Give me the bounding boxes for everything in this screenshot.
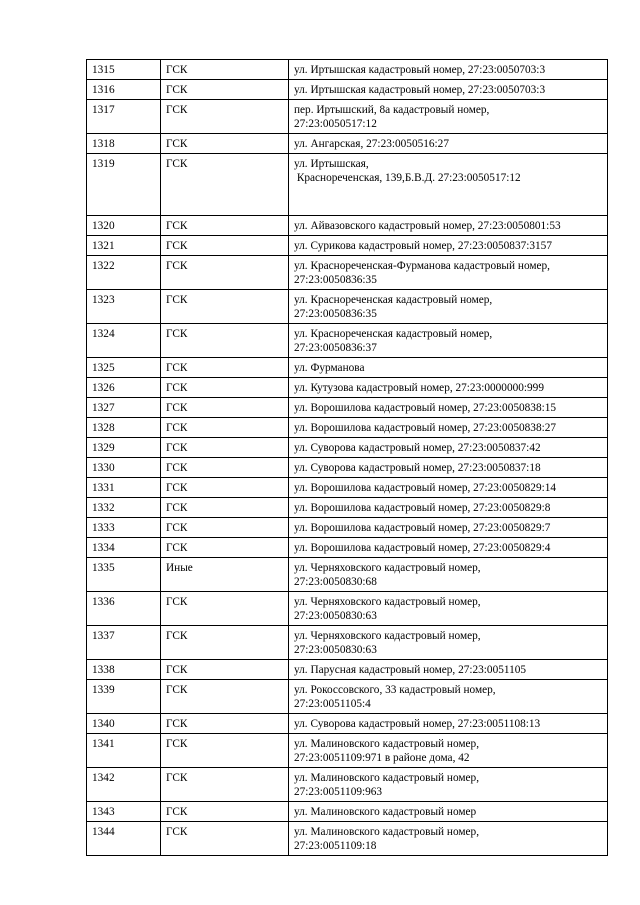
table-row xyxy=(87,290,608,324)
row-type-cell: ГСК xyxy=(161,418,289,438)
row-number-cell: 1337 xyxy=(87,626,161,660)
row-type-cell: ГСК xyxy=(161,734,289,768)
row-type-cell: ГСК xyxy=(161,714,289,734)
row-number-cell: 1336 xyxy=(87,592,161,626)
row-type-cell: ГСК xyxy=(161,100,289,134)
row-type-cell: ГСК xyxy=(161,438,289,458)
row-type-cell: ГСК xyxy=(161,398,289,418)
table-row xyxy=(87,714,608,734)
row-type-cell: ГСК xyxy=(161,822,289,856)
row-address-cell: ул. Иртышская кадастровый номер, 27:23:0050703:3 xyxy=(289,60,608,80)
row-address-cell: ул. Ворошилова кадастровый номер, 27:23:0050829:14 xyxy=(289,478,608,498)
table-row xyxy=(87,458,608,478)
row-type-cell: ГСК xyxy=(161,660,289,680)
row-type-cell: ГСК xyxy=(161,518,289,538)
row-address-cell: пер. Иртышский, 8а кадастровый номер, 27:23:0050517:12 xyxy=(289,100,608,134)
row-address-cell: ул. Айвазовского кадастровый номер, 27:23:0050801:53 xyxy=(289,216,608,236)
row-number-cell: 1341 xyxy=(87,734,161,768)
table-row xyxy=(87,100,608,134)
table-row xyxy=(87,154,608,216)
row-number-cell: 1326 xyxy=(87,378,161,398)
table-row xyxy=(87,538,608,558)
row-type-cell: ГСК xyxy=(161,680,289,714)
table-row xyxy=(87,768,608,802)
table-row xyxy=(87,822,608,856)
row-number-cell: 1321 xyxy=(87,236,161,256)
table-row xyxy=(87,802,608,822)
row-number-cell: 1330 xyxy=(87,458,161,478)
row-type-cell: ГСК xyxy=(161,154,289,216)
table-row xyxy=(87,60,608,80)
row-address-cell: ул. Рокоссовского, 33 кадастровый номер, 27:23:0051105:4 xyxy=(289,680,608,714)
row-address-cell: ул. Малиновского кадастровый номер xyxy=(289,802,608,822)
row-number-cell: 1343 xyxy=(87,802,161,822)
row-address-cell: ул. Ворошилова кадастровый номер, 27:23:0050829:4 xyxy=(289,538,608,558)
row-type-cell: ГСК xyxy=(161,592,289,626)
row-address-cell: ул. Ворошилова кадастровый номер, 27:23:0050829:7 xyxy=(289,518,608,538)
row-number-cell: 1342 xyxy=(87,768,161,802)
table-row xyxy=(87,734,608,768)
table-row xyxy=(87,236,608,256)
row-address-cell: ул. Ворошилова кадастровый номер, 27:23:0050838:15 xyxy=(289,398,608,418)
row-number-cell: 1320 xyxy=(87,216,161,236)
row-type-cell: ГСК xyxy=(161,134,289,154)
row-address-cell: ул. Иртышская кадастровый номер, 27:23:0050703:3 xyxy=(289,80,608,100)
row-number-cell: 1315 xyxy=(87,60,161,80)
row-number-cell: 1329 xyxy=(87,438,161,458)
table-row xyxy=(87,498,608,518)
row-type-cell: ГСК xyxy=(161,324,289,358)
row-type-cell: ГСК xyxy=(161,358,289,378)
row-number-cell: 1318 xyxy=(87,134,161,154)
table-row xyxy=(87,256,608,290)
row-type-cell: ГСК xyxy=(161,538,289,558)
row-address-cell: ул. Малиновского кадастровый номер, 27:23:0051109:971 в районе дома, 42 xyxy=(289,734,608,768)
row-address-cell: ул. Ворошилова кадастровый номер, 27:23:0050838:27 xyxy=(289,418,608,438)
row-address-cell: ул. Краснореченская кадастровый номер, 27:23:0050836:35 xyxy=(289,290,608,324)
row-number-cell: 1340 xyxy=(87,714,161,734)
row-number-cell: 1322 xyxy=(87,256,161,290)
row-number-cell: 1328 xyxy=(87,418,161,438)
row-number-cell: 1316 xyxy=(87,80,161,100)
registry-table xyxy=(86,59,608,856)
row-number-cell: 1325 xyxy=(87,358,161,378)
row-type-cell: ГСК xyxy=(161,236,289,256)
table-row xyxy=(87,558,608,592)
row-address-cell: ул. Ворошилова кадастровый номер, 27:23:0050829:8 xyxy=(289,498,608,518)
table-row xyxy=(87,438,608,458)
table-row xyxy=(87,518,608,538)
row-number-cell: 1338 xyxy=(87,660,161,680)
row-number-cell: 1319 xyxy=(87,154,161,216)
row-address-cell: ул. Иртышская, Краснореченская, 139,Б.В.Д. 27:23:0050517:12 xyxy=(289,154,608,216)
row-number-cell: 1323 xyxy=(87,290,161,324)
row-type-cell: ГСК xyxy=(161,256,289,290)
row-number-cell: 1327 xyxy=(87,398,161,418)
row-type-cell: ГСК xyxy=(161,458,289,478)
row-number-cell: 1332 xyxy=(87,498,161,518)
row-number-cell: 1334 xyxy=(87,538,161,558)
row-address-cell: ул. Черняховского кадастровый номер, 27:23:0050830:68 xyxy=(289,558,608,592)
row-number-cell: 1331 xyxy=(87,478,161,498)
row-address-cell: ул. Малиновского кадастровый номер, 27:23:0051109:18 xyxy=(289,822,608,856)
row-address-cell: ул. Черняховского кадастровый номер, 27:23:0050830:63 xyxy=(289,592,608,626)
table-row xyxy=(87,134,608,154)
row-address-cell: ул. Суворова кадастровый номер, 27:23:0050837:18 xyxy=(289,458,608,478)
row-address-cell: ул. Ангарская, 27:23:0050516:27 xyxy=(289,134,608,154)
row-number-cell: 1339 xyxy=(87,680,161,714)
table-row xyxy=(87,378,608,398)
row-number-cell: 1335 xyxy=(87,558,161,592)
table-row xyxy=(87,680,608,714)
row-type-cell: ГСК xyxy=(161,216,289,236)
table-row xyxy=(87,80,608,100)
table-row xyxy=(87,324,608,358)
table-row xyxy=(87,626,608,660)
row-number-cell: 1324 xyxy=(87,324,161,358)
row-address-cell: ул. Краснореченская-Фурманова кадастровый номер, 27:23:0050836:35 xyxy=(289,256,608,290)
row-type-cell: ГСК xyxy=(161,498,289,518)
registry-table-body xyxy=(87,60,608,856)
table-row xyxy=(87,660,608,680)
table-row xyxy=(87,216,608,236)
row-type-cell: ГСК xyxy=(161,60,289,80)
row-address-cell: ул. Суворова кадастровый номер, 27:23:0051108:13 xyxy=(289,714,608,734)
row-address-cell: ул. Фурманова xyxy=(289,358,608,378)
row-type-cell: ГСК xyxy=(161,378,289,398)
row-type-cell: ГСК xyxy=(161,626,289,660)
table-row xyxy=(87,358,608,378)
table-row xyxy=(87,592,608,626)
row-address-cell: ул. Краснореченская кадастровый номер, 27:23:0050836:37 xyxy=(289,324,608,358)
table-row xyxy=(87,418,608,438)
row-type-cell: ГСК xyxy=(161,478,289,498)
row-type-cell: Иные xyxy=(161,558,289,592)
row-address-cell: ул. Суворова кадастровый номер, 27:23:0050837:42 xyxy=(289,438,608,458)
row-number-cell: 1344 xyxy=(87,822,161,856)
row-number-cell: 1317 xyxy=(87,100,161,134)
row-address-cell: ул. Парусная кадастровый номер, 27:23:0051105 xyxy=(289,660,608,680)
row-address-cell: ул. Черняховского кадастровый номер, 27:23:0050830:63 xyxy=(289,626,608,660)
row-type-cell: ГСК xyxy=(161,768,289,802)
row-address-cell: ул. Сурикова кадастровый номер, 27:23:0050837:3157 xyxy=(289,236,608,256)
table-row xyxy=(87,478,608,498)
table-row xyxy=(87,398,608,418)
row-type-cell: ГСК xyxy=(161,290,289,324)
row-address-cell: ул. Малиновского кадастровый номер, 27:23:0051109:963 xyxy=(289,768,608,802)
row-type-cell: ГСК xyxy=(161,80,289,100)
row-number-cell: 1333 xyxy=(87,518,161,538)
row-address-cell: ул. Кутузова кадастровый номер, 27:23:0000000:999 xyxy=(289,378,608,398)
row-type-cell: ГСК xyxy=(161,802,289,822)
